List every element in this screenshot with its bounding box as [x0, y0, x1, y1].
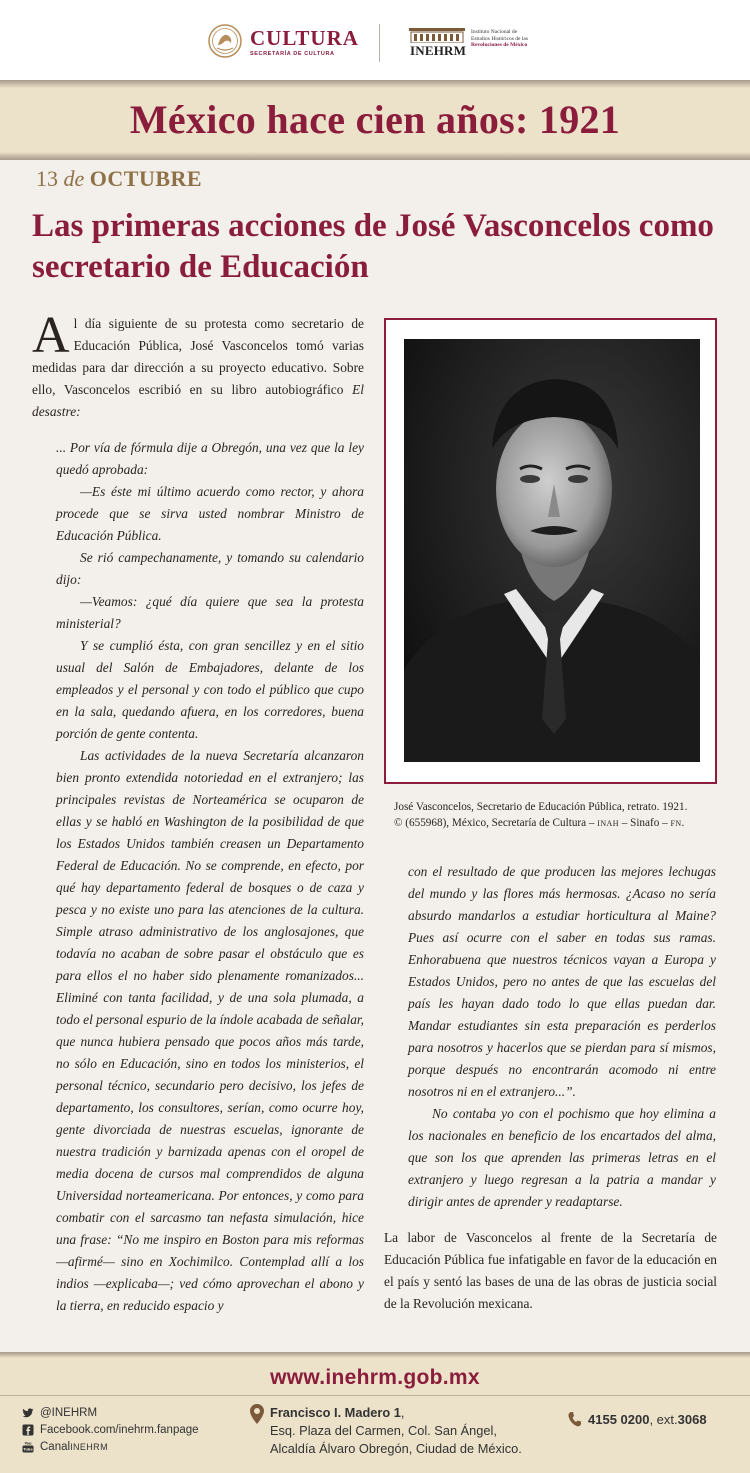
logo-divider — [379, 24, 380, 62]
youtube-icon — [22, 1441, 34, 1453]
facebook-icon — [22, 1424, 34, 1436]
drop-cap: A — [32, 307, 70, 364]
banner-title: México hace cien años: 1921 — [129, 97, 621, 142]
article-title: Las primeras acciones de José Vasconcelos como secretario de Educación — [32, 208, 714, 285]
closing-paragraph — [384, 1227, 717, 1315]
quote-paragraph: ... Por vía de fórmula dije a Obregón, una vez que la ley quedó aprobada: — [56, 440, 364, 477]
date-month: OCTUBRE — [89, 166, 203, 191]
inehrm-wordmark: INEHRM — [410, 43, 467, 58]
quote-paragraph: Se rió campechanamente, y tomando su calendario dijo: — [56, 550, 364, 587]
youtube-label: Canal — [40, 1440, 71, 1453]
quote-paragraph: Las actividades de la nueva Secretaría alcanzaron bien pronto extendida notoriedad en el extranjero; las principales revistas de Norteamérica se ocuparon de ellas y se habló en Washington de la posibilidad de que los Estados Unidos también creasen un Departamento Federal de Educación. No se comprende, en efecto, por qué hay departamento federal de bosques o de caza y pesca y no existe uno para las atenciones de la cultura. Simple atraso administrativo de los anglosajones, que todavía no acaban de sobre pasar el obstáculo que es para ellos el no haber sido plenamente romanizados... Eliminé con tanta facilidad, y de una sola plumada, a todo el personal espurio de la índole acabada de señalar, que nunca hubiera pensado que pocos años más tarde, no sólo en Educación, sino en todos los ministerios, el personal técnico, secundario pero decisivo, los jefes de departamento, los consultores, serían, como ocurre hoy, gente divorciada de nuestras escuelas, ignorante de nuestra tradición y barnizada apenas con el oropel de media docena de cursos mal comprendidos de alguna Universidad norteamericana. Por entonces, y como para combatir con el sarcasmo tan nefasta simulación, hice una frase: “No me inspiro en Boston para mis reformas —afirmé— sino en Xochimilco. Contemplad allí a los indios —explicaba—; ved cómo aprovechan el abono y la tierra, en reducido espacio y — [56, 748, 364, 1313]
caption-text: © (655968), México, Secretaría de Cultura – — [394, 817, 598, 829]
caption-fn: FN — [670, 819, 682, 828]
phone-ext-label: , ext. — [649, 1412, 678, 1427]
social-links — [22, 1404, 199, 1455]
youtube-channel: INEHRM — [70, 1441, 108, 1452]
phone-icon — [568, 1412, 581, 1427]
svg-text:Tube: Tube — [23, 1447, 33, 1451]
website-link[interactable]: www.inehrm.gob.mx — [270, 1366, 480, 1389]
phone-ext: 3068 — [677, 1412, 707, 1427]
inehrm-desc-line: Estudios Históricos de las — [471, 35, 528, 42]
vasconcelos-portrait-image — [404, 339, 700, 762]
youtube-link[interactable] — [22, 1438, 199, 1455]
photo-caption — [394, 799, 714, 832]
quote-paragraph: —Es éste mi último acuerdo como rector, y ahora procede que se sirva usted nombrar Ministro de Educación Pública. — [56, 484, 364, 543]
caption-line: José Vasconcelos, Secretario de Educación Pública, retrato. 1921. — [394, 801, 688, 813]
inehrm-desc-line: Instituto Nacional de — [471, 29, 518, 35]
address-line — [270, 1404, 522, 1422]
caption-text: . — [681, 817, 685, 829]
quote-paragraph: con el resultado de que producen las mejores lechugas del mundo y las flores más hermosas. ¿Acaso no sería absurdo mandarlos a estudiar horticultura al Maine? Pues así ocurre con el saber en todas sus ramas. Enhorabuena que nuestros técnicos vayan a Europa y Estados Unidos, pero no antes de que las escuelas del país les hayan dado todo lo que ellas puedan dar. Mandar estudiantes sin esta preparación es perderlos para nosotros y hacerlos que se pierdan para sí mismos, porque después no encontrarán acomodo ni entre nosotros ni en el extranjero...”. — [408, 864, 716, 1099]
date-day: 13 — [36, 166, 58, 191]
svg-text:You: You — [24, 1441, 32, 1445]
phone-block[interactable] — [568, 1412, 707, 1427]
intro-paragraph — [32, 307, 364, 423]
quote-column-left — [56, 437, 364, 1317]
facebook-link[interactable] — [22, 1421, 199, 1438]
caption-line — [394, 815, 714, 832]
mexico-seal-icon — [208, 24, 242, 58]
location-pin-icon — [250, 1404, 264, 1424]
address-street: Francisco I. Madero 1 — [270, 1405, 401, 1420]
facebook-url: Facebook.com/inehrm.fanpage — [40, 1423, 199, 1436]
inehrm-desc-line: Revoluciones de México — [471, 42, 528, 49]
twitter-icon — [22, 1407, 34, 1419]
caption-inah: INAH — [597, 819, 619, 828]
quote-paragraph: —Veamos: ¿qué día quiere que sea la protesta ministerial? — [56, 594, 364, 631]
footer-divider — [0, 1395, 750, 1396]
date-de: de — [63, 166, 85, 191]
article-date — [36, 166, 202, 192]
address-line: Esq. Plaza del Carmen, Col. San Ángel, — [270, 1423, 497, 1438]
inehrm-logo — [407, 26, 547, 58]
book-title: El desastre: — [32, 382, 364, 419]
cultura-subtitle: SECRETARÍA DE CULTURA — [250, 51, 335, 57]
twitter-handle: @INEHRM — [40, 1406, 98, 1419]
closing-text: La labor de Vasconcelos al frente de la Secretaría de Educación Pública fue infatigable en favor de la educación en el país y sentó las bases de una de las obras de justicia social de la Revolución mexicana. — [384, 1230, 717, 1311]
twitter-link[interactable] — [22, 1404, 199, 1421]
quote-paragraph: Y se cumplió ésta, con gran sencillez y en el sitio usual del Salón de Embajadores, delante de los empleados y el personal y con todo el público que cupo en la sala, quedando afuera, en los corredores, buena porción de gente contenta. — [56, 638, 364, 741]
intro-text: l día siguiente de su protesta como secretario de Educación Pública, José Vasconcelos tomó varias medidas para dar dirección a su proyecto educativo. Sobre ello, Vasconcelos escribió en su libro autobiográfico — [32, 316, 364, 397]
quote-paragraph: No contaba yo con el pochismo que hoy elimina a los nacionales en beneficio de los encartados del alma, que son los que aprenden las primeras letras en el extranjero y luego regresan a la patria a mandar y dirigir antes de aprender y readaptarse. — [408, 1106, 716, 1209]
address-line: Alcaldía Álvaro Obregón, Ciudad de México. — [270, 1441, 522, 1456]
photo-frame — [384, 318, 717, 784]
inehrm-description — [471, 29, 553, 49]
quote-column-right — [408, 861, 716, 1213]
cultura-wordmark: CULTURA — [250, 26, 359, 50]
caption-text: – Sinafo – — [618, 817, 671, 829]
top-header — [0, 0, 750, 80]
phone-number: 4155 0200 — [588, 1412, 650, 1427]
address-comma: , — [400, 1405, 405, 1420]
